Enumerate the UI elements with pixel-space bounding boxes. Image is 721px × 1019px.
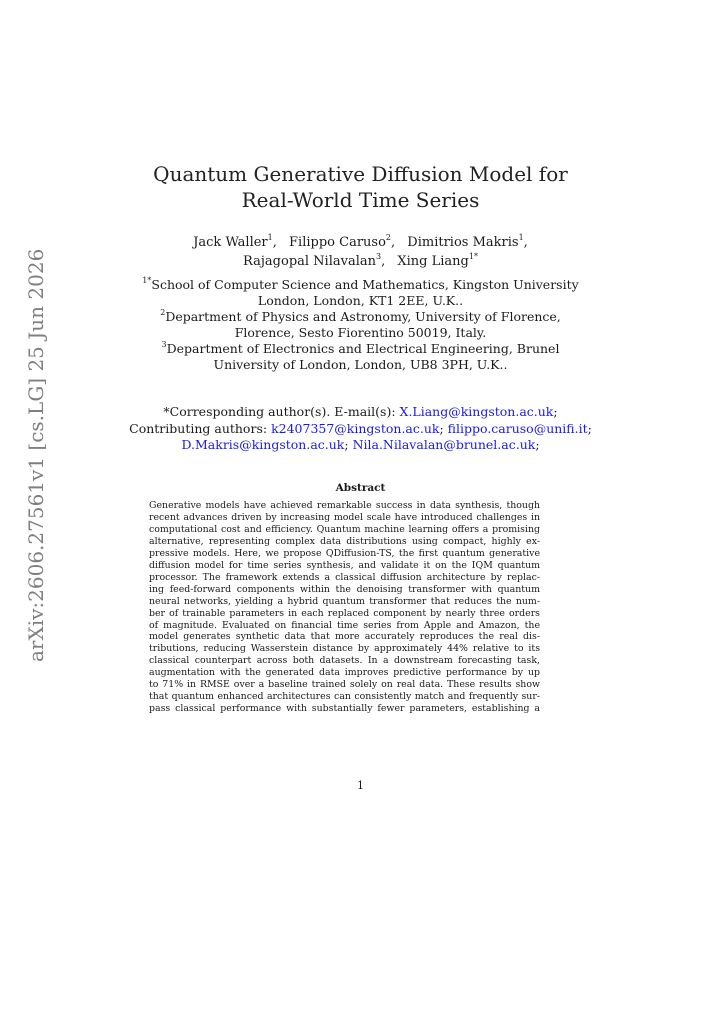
abstract-line: recent advances driven by increasing model scale have introduced challenges in [149, 511, 540, 523]
abstract-line: augmentation with the generated data improves predictive performance by up [149, 667, 540, 679]
affiliation-line: $^3$Department of Electronics and Electrical Engineering, Brunel [161, 340, 560, 356]
affiliation-line: London, London, KT1 2EE, U.K.. [257, 293, 464, 308]
title-line-2: Real-World Time Series [241, 188, 480, 212]
abstract-body [149, 500, 540, 715]
email-link[interactable]: k2407357@kingston.ac.uk [271, 420, 440, 436]
author: Filippo Caruso$^2$, [289, 233, 396, 250]
abstract-line: classical counterpart across both datasets. In a downstream forecasting task, [149, 655, 540, 667]
page-number: 1 [357, 779, 364, 792]
email-link[interactable]: filippo.caruso@unifi.it [447, 420, 588, 436]
abstract-line: computational cost and efficiency. Quantum machine learning offers a promising [149, 523, 540, 535]
contributing-label: Contributing authors: [129, 420, 268, 436]
abstract-line: ing feed-forward components within the denoising transformer with quantum [149, 583, 540, 595]
email-link[interactable]: X.Liang@kingston.ac.uk [399, 404, 554, 419]
paper-title [0, 161, 721, 213]
abstract-line: ber of trainable parameters in each replaced component by nearly three orders [149, 607, 540, 619]
abstract-heading: Abstract [335, 482, 386, 494]
abstract-line: Generative models have achieved remarkable success in data synthesis, though [149, 500, 540, 511]
abstract-line: diffusion model for time series synthesis, and validate it on the IQM quantum [149, 559, 540, 571]
abstract-line: tributions, reducing Wasserstein distance by approximately 44% relative to its [149, 643, 540, 655]
author-list [0, 233, 721, 271]
abstract-line: of magnitude. Evaluated on financial time series from Apple and Amazon, the [149, 619, 540, 631]
affiliation-line: University of London, London, UB8 3PH, U.K.. [213, 357, 508, 372]
email-link[interactable]: Nila.Nilavalan@brunel.ac.uk [352, 437, 536, 452]
abstract-line: pass classical performance with substantially fewer parameters, establishing a [149, 703, 540, 715]
arxiv-stamp-text: arXiv:2606.27561v1 [cs.LG] 25 Jun 2026 [24, 248, 48, 662]
correspondence: *Corresponding author(s). E-mail(s): X.Liang@kingston.ac.uk; Contributing authors: k2407357@kingston.ac.uk; filippo.caruso@unifi.it; D.Makris@kingston.ac.uk; Nila.Nilavalan@brunel.ac.uk; [129, 404, 592, 452]
affiliations [0, 277, 721, 373]
abstract-line: to 71% in RMSE over a baseline trained solely on real data. These results show [149, 679, 540, 691]
abstract-line: that quantum enhanced architectures can consistently match and frequently sur- [149, 691, 540, 703]
affiliation-line: $^{1*}$School of Computer Science and Mathematics, Kingston University [142, 276, 579, 292]
affiliation-line: $^2$Department of Physics and Astronomy, University of Florence, [160, 308, 561, 324]
abstract-line: neural networks, yielding a hybrid quantum transformer that reduces the num- [149, 595, 540, 607]
title-line-1: Quantum Generative Diffusion Model for [153, 162, 568, 186]
author: Dimitrios Makris$^1$, [407, 233, 528, 250]
author: Jack Waller$^1$, [193, 233, 277, 250]
abstract-line: pressive models. Here, we propose QDiffusion-TS, the first quantum generative [149, 547, 540, 559]
author: Xing Liang$^{1*}$ [397, 252, 478, 269]
abstract-line: alternative, representing complex data distributions using compact, highly ex- [149, 535, 540, 547]
author: Rajagopal Nilavalan$^3$, [243, 252, 386, 269]
affiliation-line: Florence, Sesto Fiorentino 50019, Italy. [234, 325, 487, 340]
abstract-line: model generates synthetic data that more accurately reproduces the real dis- [149, 631, 540, 643]
corresponding-label: *Corresponding author(s). E-mail(s): [163, 404, 396, 419]
email-link[interactable]: D.Makris@kingston.ac.uk [181, 437, 345, 452]
abstract-line: processor. The framework extends a classical diffusion architecture by replac- [149, 571, 540, 583]
